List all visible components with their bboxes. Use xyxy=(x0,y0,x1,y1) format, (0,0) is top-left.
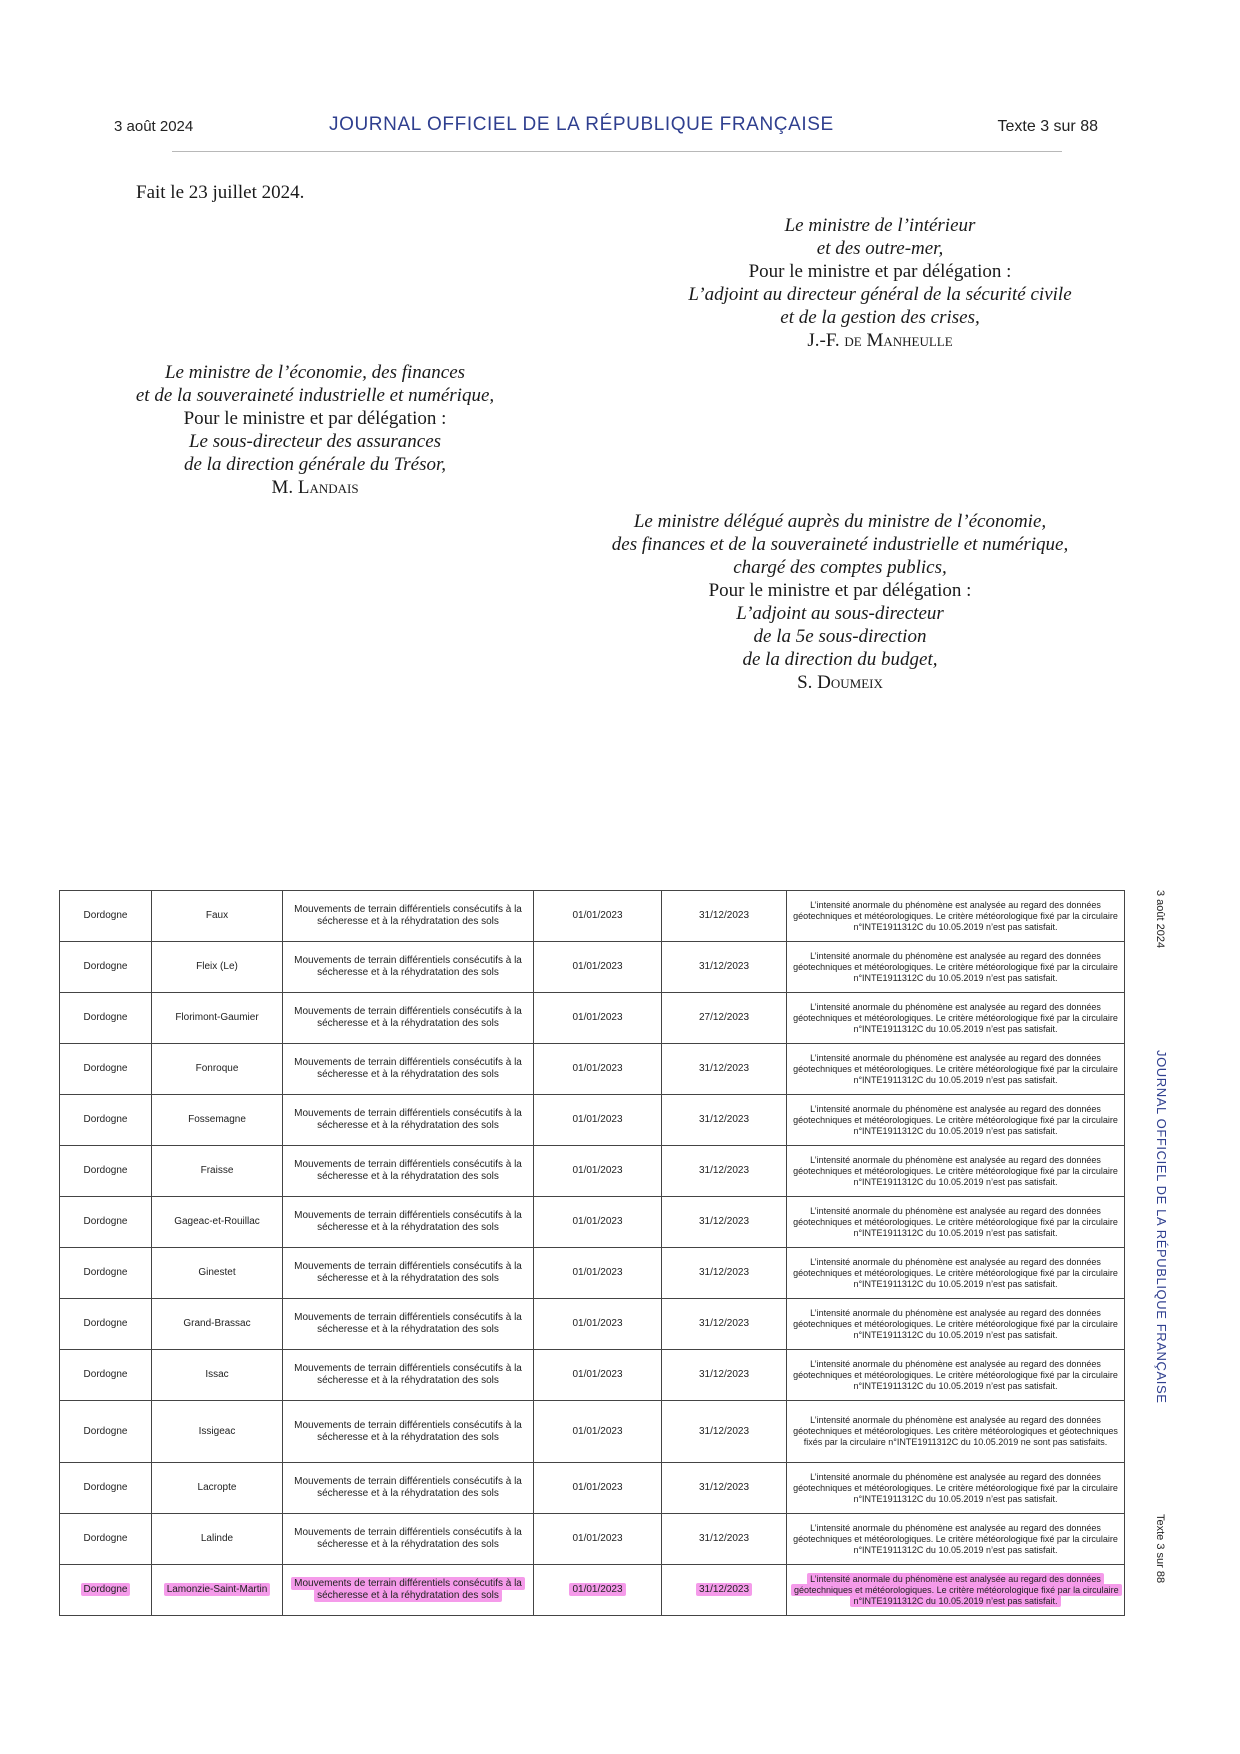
phenomene-cell xyxy=(283,993,534,1044)
observation-cell-text: L’intensité anormale du phénomène est analysée au regard des données géotechniques et météorologiques. Le critère météorologique fixé par la circulaire n°INTE1911312C du 10.05.2019 n’est pas satisfait. xyxy=(793,1052,1118,1085)
date-fin-cell-text: 31/12/2023 xyxy=(698,910,750,921)
signature-line: L’adjoint au sous-directeur xyxy=(736,603,944,624)
dept-cell-text: Dordogne xyxy=(83,1425,128,1437)
dept-cell xyxy=(60,1514,152,1565)
phenomene-cell xyxy=(283,1197,534,1248)
dept-cell xyxy=(60,1248,152,1299)
date-debut-cell xyxy=(534,1463,662,1514)
observation-cell-text: L’intensité anormale du phénomène est analysée au regard des données géotechniques et météorologiques. Les critère météorologiques et géotechniques fixés par la circulaire n°INTE1911312C du 10.05.2019 ne sont pas satisfaits. xyxy=(793,1415,1118,1447)
observation-cell-text: L’intensité anormale du phénomène est analysée au regard des données géotechniques et météorologiques. Le critère météorologique fixé par la circulaire n°INTE1911312C du 10.05.2019 n’est pas satisfait. xyxy=(793,1205,1118,1238)
commune-cell xyxy=(152,1146,283,1197)
date-debut-cell-text: 01/01/2023 xyxy=(572,1425,623,1437)
date-fin-cell-text: 31/12/2023 xyxy=(698,1425,750,1437)
commune-cell-text: Florimont-Gaumier xyxy=(175,1012,259,1023)
observation-cell xyxy=(787,1299,1125,1350)
phenomene-cell xyxy=(283,1044,534,1095)
phenomene-cell-text: Mouvements de terrain différentiels consécutifs à la sécheresse et à la réhydratation des sols xyxy=(294,1363,522,1386)
observation-cell xyxy=(787,1401,1125,1463)
table-row xyxy=(60,1044,1125,1095)
observation-cell xyxy=(787,993,1125,1044)
date-fin-cell xyxy=(662,891,787,942)
date-fin-cell xyxy=(662,1095,787,1146)
phenomene-cell xyxy=(283,942,534,993)
signature-line: L’adjoint au directeur général de la sécurité civile xyxy=(688,284,1072,305)
commune-cell-text: Fossemagne xyxy=(188,1114,246,1125)
observation-cell xyxy=(787,1146,1125,1197)
signature-line: Le sous-directeur des assurances xyxy=(188,431,442,452)
phenomene-cell xyxy=(283,1299,534,1350)
commune-cell-text: Fleix (Le) xyxy=(196,961,238,972)
phenomene-cell-text: Mouvements de terrain différentiels consécutifs à la sécheresse et à la réhydratation des sols xyxy=(294,1108,522,1131)
observation-cell xyxy=(787,1350,1125,1401)
highlighted-text: 01/01/2023 xyxy=(569,1583,625,1596)
date-debut-cell xyxy=(534,942,662,993)
signatory-name: M. Landais xyxy=(271,477,359,498)
date-fin-cell xyxy=(662,1565,787,1616)
dept-cell xyxy=(60,1197,152,1248)
table-row xyxy=(60,891,1125,942)
observation-cell-text: L’intensité anormale du phénomène est analysée au regard des données géotechniques et météorologiques. Le critère météorologique fixé par la circulaire n°INTE1911312C du 10.05.2019 n’est pas satisfait. xyxy=(793,1154,1118,1187)
date-fin-cell-text: 31/12/2023 xyxy=(698,1165,750,1176)
dept-cell xyxy=(60,993,152,1044)
table-row xyxy=(60,1463,1125,1514)
date-debut-cell-text: 01/01/2023 xyxy=(572,1533,623,1544)
dept-cell xyxy=(60,1565,152,1616)
signature-line: chargé des comptes publics, xyxy=(733,557,947,578)
dept-cell-text: Dordogne xyxy=(83,1063,128,1074)
phenomene-cell-text: Mouvements de terrain différentiels consécutifs à la sécheresse et à la réhydratation des sols xyxy=(294,1527,522,1550)
observation-cell-text: L’intensité anormale du phénomène est analysée au regard des données géotechniques et météorologiques. Le critère météorologique fixé par la circulaire n°INTE1911312C du 10.05.2019 n’est pas satisfait. xyxy=(793,1522,1118,1555)
date-debut-cell-text: 01/01/2023 xyxy=(572,1165,623,1176)
signature-line: Pour le ministre et par délégation : xyxy=(708,580,972,601)
date-debut-cell-text: 01/01/2023 xyxy=(572,1482,623,1493)
dept-cell-text: Dordogne xyxy=(83,1114,128,1125)
dept-cell-text: Dordogne xyxy=(83,1482,128,1493)
dept-cell xyxy=(60,1401,152,1463)
phenomene-cell xyxy=(283,1463,534,1514)
page-header xyxy=(114,114,1098,144)
observation-cell-text: L’intensité anormale du phénomène est analysée au regard des données géotechniques et météorologiques. Le critère météorologique fixé par la circulaire n°INTE1911312C du 10.05.2019 n’est pas satisfait. xyxy=(793,1358,1118,1391)
commune-cell xyxy=(152,1514,283,1565)
date-debut-cell xyxy=(534,1299,662,1350)
table-row xyxy=(60,1514,1125,1565)
commune-cell xyxy=(152,1299,283,1350)
commune-cell xyxy=(152,1197,283,1248)
dept-cell xyxy=(60,1463,152,1514)
observation-cell xyxy=(787,1463,1125,1514)
date-debut-cell xyxy=(534,1095,662,1146)
signature-line: Le ministre délégué auprès du ministre de l’économie, xyxy=(633,511,1047,532)
table-row xyxy=(60,993,1125,1044)
observation-cell xyxy=(787,1565,1125,1616)
commune-cell xyxy=(152,1095,283,1146)
side-texte-count: Texte 3 sur 88 xyxy=(1154,1514,1166,1584)
dept-cell-text: Dordogne xyxy=(83,1267,128,1278)
date-debut-cell xyxy=(534,993,662,1044)
date-debut-cell xyxy=(534,891,662,942)
phenomene-cell-text: Mouvements de terrain différentiels consécutifs à la sécheresse et à la réhydratation des sols xyxy=(294,904,522,927)
commune-cell-text: Faux xyxy=(205,910,229,921)
signature-line: et de la souveraineté industrielle et numérique, xyxy=(135,385,495,406)
date-fin-cell-text: 31/12/2023 xyxy=(698,1216,750,1227)
observation-cell-text: L’intensité anormale du phénomène est analysée au regard des données géotechniques et météorologiques. Le critère météorologique fixé par la circulaire n°INTE1911312C du 10.05.2019 n’est pas satisfait. xyxy=(793,1001,1118,1034)
side-date: 3 août 2024 xyxy=(1154,890,1166,949)
signature-line: Le ministre de l’intérieur xyxy=(784,215,976,236)
highlighted-text: Lamonzie-Saint-Martin xyxy=(164,1583,271,1596)
commune-cell-text: Lalinde xyxy=(200,1533,234,1544)
date-debut-cell-text: 01/01/2023 xyxy=(572,1114,623,1125)
commune-cell-text: Issac xyxy=(205,1369,229,1380)
date-fin-cell xyxy=(662,1514,787,1565)
date-fin-cell-text: 27/12/2023 xyxy=(698,1012,750,1023)
phenomene-cell xyxy=(283,1095,534,1146)
date-debut-cell xyxy=(534,1565,662,1616)
phenomene-cell-text: Mouvements de terrain différentiels consécutifs à la sécheresse et à la réhydratation des sols xyxy=(294,1419,522,1443)
phenomene-cell-text: Mouvements de terrain différentiels consécutifs à la sécheresse et à la réhydratation des sols xyxy=(294,1057,522,1080)
dept-cell-text: Dordogne xyxy=(83,1533,128,1544)
date-debut-cell xyxy=(534,1197,662,1248)
dept-cell xyxy=(60,1095,152,1146)
header-date: 3 août 2024 xyxy=(114,118,194,135)
dept-cell xyxy=(60,1299,152,1350)
date-debut-cell-text: 01/01/2023 xyxy=(572,1369,623,1380)
phenomene-cell-text: Mouvements de terrain différentiels consécutifs à la sécheresse et à la réhydratation des sols xyxy=(294,955,522,978)
phenomene-cell xyxy=(283,891,534,942)
observation-cell-text: L’intensité anormale du phénomène est analysée au regard des données géotechniques et météorologiques. Le critère météorologique fixé par la circulaire n°INTE1911312C du 10.05.2019 n’est pas satisfait. xyxy=(793,1307,1118,1340)
dept-cell-text: Dordogne xyxy=(83,1012,128,1023)
dept-cell-text: Dordogne xyxy=(83,1318,128,1329)
header-texte-count: Texte 3 sur 88 xyxy=(997,118,1098,135)
observation-cell xyxy=(787,1514,1125,1565)
date-debut-cell xyxy=(534,1401,662,1463)
date-debut-cell-text: 01/01/2023 xyxy=(572,1267,623,1278)
highlighted-text: Mouvements de terrain différentiels consécutifs à la sécheresse et à la réhydratation des sols xyxy=(291,1577,525,1602)
highlighted-text: Dordogne xyxy=(81,1583,131,1596)
table-row xyxy=(60,1565,1125,1616)
signature-ministre-interieur xyxy=(620,214,1140,352)
date-fin-cell xyxy=(662,1044,787,1095)
phenomene-cell-text: Mouvements de terrain différentiels consécutifs à la sécheresse et à la réhydratation des sols xyxy=(294,1159,522,1182)
phenomene-cell xyxy=(283,1401,534,1463)
commune-cell-text: Lacropte xyxy=(197,1482,237,1493)
highlighted-text: 31/12/2023 xyxy=(696,1583,752,1596)
dept-cell-text: Dordogne xyxy=(83,910,128,921)
table-row xyxy=(60,1401,1125,1463)
date-debut-cell-text: 01/01/2023 xyxy=(572,1012,623,1023)
dept-cell-text: Dordogne xyxy=(83,961,128,972)
dept-cell-text: Dordogne xyxy=(83,1216,128,1227)
observation-cell xyxy=(787,942,1125,993)
date-debut-cell xyxy=(534,1350,662,1401)
observation-cell xyxy=(787,1197,1125,1248)
signature-line: de la direction du budget, xyxy=(742,649,938,670)
commune-cell xyxy=(152,1401,283,1463)
signature-line: Pour le ministre et par délégation : xyxy=(748,261,1012,282)
signature-ministre-comptes-publics xyxy=(560,510,1120,694)
side-journal-title: JOURNAL OFFICIEL DE LA RÉPUBLIQUE FRANÇAISE xyxy=(1154,1050,1169,1404)
date-fin-cell xyxy=(662,1197,787,1248)
commune-cell xyxy=(152,942,283,993)
commune-cell-text: Issigeac xyxy=(198,1425,236,1437)
observation-cell-text: L’intensité anormale du phénomène est analysée au regard des données géotechniques et météorologiques. Le critère météorologique fixé par la circulaire n°INTE1911312C du 10.05.2019 n’est pas satisfait. xyxy=(793,1256,1118,1289)
communes-table xyxy=(59,890,1125,1616)
signature-line: de la direction générale du Trésor, xyxy=(183,454,447,475)
phenomene-cell xyxy=(283,1350,534,1401)
date-fin-cell xyxy=(662,942,787,993)
observation-cell-text: L’intensité anormale du phénomène est analysée au regard des données géotechniques et météorologiques. Le critère météorologique fixé par la circulaire n°INTE1911312C du 10.05.2019 n’est pas satisfait. xyxy=(793,1471,1118,1504)
observation-cell-text: L’intensité anormale du phénomène est analysée au regard des données géotechniques et météorologiques. Le critère météorologique fixé par la circulaire n°INTE1911312C du 10.05.2019 n’est pas satisfait. xyxy=(793,1103,1118,1136)
dept-cell xyxy=(60,1044,152,1095)
signature-ministre-economie xyxy=(100,361,530,499)
date-fin-cell xyxy=(662,1299,787,1350)
table-row xyxy=(60,1299,1125,1350)
signature-line: de la 5e sous-direction xyxy=(753,626,927,647)
phenomene-cell-text: Mouvements de terrain différentiels consécutifs à la sécheresse et à la réhydratation des sols xyxy=(294,1006,522,1029)
phenomene-cell-text: Mouvements de terrain différentiels consécutifs à la sécheresse et à la réhydratation des sols xyxy=(294,1476,522,1499)
dept-cell-text: Dordogne xyxy=(83,1369,128,1380)
observation-cell xyxy=(787,891,1125,942)
observation-cell xyxy=(787,1044,1125,1095)
date-debut-cell-text: 01/01/2023 xyxy=(572,961,623,972)
commune-cell-text: Fonroque xyxy=(195,1063,239,1074)
signature-line: Pour le ministre et par délégation : xyxy=(183,408,447,429)
date-fin-cell xyxy=(662,993,787,1044)
table-row xyxy=(60,1350,1125,1401)
date-fin-cell xyxy=(662,1248,787,1299)
header-divider xyxy=(172,151,1062,152)
signatory-name: J.-F. de Manheulle xyxy=(807,330,953,351)
date-fin-cell-text: 31/12/2023 xyxy=(698,1267,750,1278)
date-debut-cell-text: 01/01/2023 xyxy=(572,910,623,921)
highlighted-text: L’intensité anormale du phénomène est analysée au regard des données géotechniques et météorologiques. Le critère météorologique fixé par la circulaire n°INTE1911312C du 10.05.2019 n’est pas satisfait. xyxy=(791,1573,1122,1607)
dept-cell xyxy=(60,1146,152,1197)
observation-cell xyxy=(787,1248,1125,1299)
date-debut-cell xyxy=(534,1146,662,1197)
date-debut-cell-text: 01/01/2023 xyxy=(572,1216,623,1227)
date-fin-cell-text: 31/12/2023 xyxy=(698,961,750,972)
dept-cell xyxy=(60,1350,152,1401)
table-row xyxy=(60,1095,1125,1146)
date-fin-cell-text: 31/12/2023 xyxy=(698,1318,750,1329)
date-debut-cell-text: 01/01/2023 xyxy=(572,1063,623,1074)
commune-cell xyxy=(152,993,283,1044)
signature-line: et des outre-mer, xyxy=(816,238,944,259)
commune-cell xyxy=(152,1248,283,1299)
phenomene-cell xyxy=(283,1146,534,1197)
date-fin-cell-text: 31/12/2023 xyxy=(698,1482,750,1493)
side-margin-header xyxy=(1154,890,1176,1616)
signature-line: Le ministre de l’économie, des finances xyxy=(164,362,466,383)
phenomene-cell-text: Mouvements de terrain différentiels consécutifs à la sécheresse et à la réhydratation des sols xyxy=(294,1261,522,1284)
communes-table-body xyxy=(60,891,1125,1616)
table-row xyxy=(60,1248,1125,1299)
observation-cell-text: L’intensité anormale du phénomène est analysée au regard des données géotechniques et météorologiques. Le critère météorologique fixé par la circulaire n°INTE1911312C du 10.05.2019 n’est pas satisfait. xyxy=(793,899,1118,932)
commune-cell xyxy=(152,1044,283,1095)
observation-cell xyxy=(787,1095,1125,1146)
commune-cell xyxy=(152,891,283,942)
date-debut-cell-text: 01/01/2023 xyxy=(572,1318,623,1329)
signature-line: et de la gestion des crises, xyxy=(780,307,980,328)
table-row xyxy=(60,942,1125,993)
observation-cell-text: L’intensité anormale du phénomène est analysée au regard des données géotechniques et météorologiques. Le critère météorologique fixé par la circulaire n°INTE1911312C du 10.05.2019 n’est pas satisfait. xyxy=(793,950,1118,983)
date-debut-cell xyxy=(534,1044,662,1095)
dept-cell-text: Dordogne xyxy=(83,1165,128,1176)
phenomene-cell-text: Mouvements de terrain différentiels consécutifs à la sécheresse et à la réhydratation des sols xyxy=(294,1312,522,1335)
phenomene-cell xyxy=(283,1514,534,1565)
date-debut-cell xyxy=(534,1514,662,1565)
commune-cell xyxy=(152,1565,283,1616)
date-fin-cell xyxy=(662,1463,787,1514)
date-fin-cell xyxy=(662,1146,787,1197)
commune-cell-text: Grand-Brassac xyxy=(183,1318,251,1329)
phenomene-cell xyxy=(283,1565,534,1616)
fait-le-date: Fait le 23 juillet 2024. xyxy=(136,182,305,203)
phenomene-cell-text: Mouvements de terrain différentiels consécutifs à la sécheresse et à la réhydratation des sols xyxy=(294,1210,522,1233)
dept-cell xyxy=(60,891,152,942)
date-debut-cell xyxy=(534,1248,662,1299)
signature-line: des finances et de la souveraineté industrielle et numérique, xyxy=(611,534,1069,555)
date-fin-cell-text: 31/12/2023 xyxy=(698,1369,750,1380)
phenomene-cell xyxy=(283,1248,534,1299)
commune-cell-text: Ginestet xyxy=(198,1267,236,1278)
signatory-name: S. Doumeix xyxy=(797,672,883,693)
commune-cell xyxy=(152,1463,283,1514)
date-fin-cell-text: 31/12/2023 xyxy=(698,1063,750,1074)
date-fin-cell-text: 31/12/2023 xyxy=(698,1114,750,1125)
table-row xyxy=(60,1146,1125,1197)
date-fin-cell-text: 31/12/2023 xyxy=(698,1533,750,1544)
dept-cell xyxy=(60,942,152,993)
date-fin-cell xyxy=(662,1350,787,1401)
table-row xyxy=(60,1197,1125,1248)
commune-cell-text: Gageac-et-Rouillac xyxy=(174,1216,260,1227)
commune-cell xyxy=(152,1350,283,1401)
header-journal-title: JOURNAL OFFICIEL DE LA RÉPUBLIQUE FRANÇAISE xyxy=(329,114,834,135)
date-fin-cell xyxy=(662,1401,787,1463)
commune-cell-text: Fraisse xyxy=(200,1165,234,1176)
